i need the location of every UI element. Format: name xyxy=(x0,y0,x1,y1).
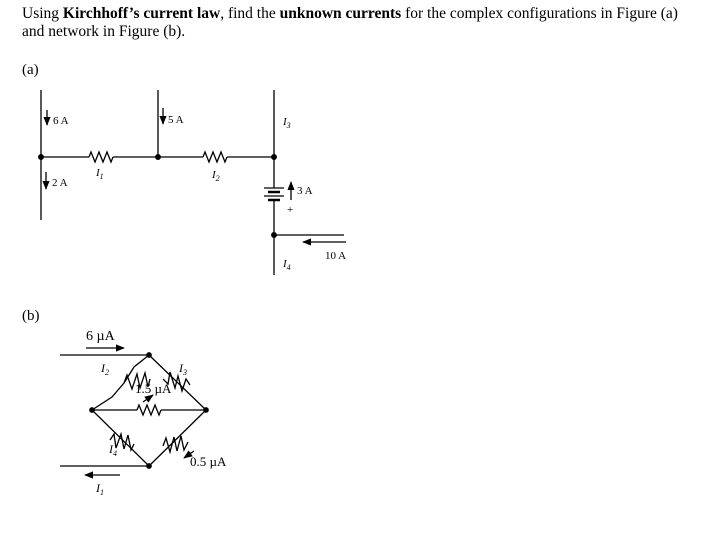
junction-b-left xyxy=(90,408,94,412)
junction-b-top xyxy=(147,353,151,357)
figure-b-labels xyxy=(86,329,227,497)
figure-a-label: (a) xyxy=(22,62,39,78)
label-i2-a: $I_2$ xyxy=(212,169,220,183)
label-b-0-5ua: 0.5 µA xyxy=(190,454,227,469)
junction-b-right xyxy=(204,408,208,412)
problem-bold-unknowns: unknown currents xyxy=(279,5,402,22)
figure-b-label: (b) xyxy=(22,308,40,324)
resistor-r2 xyxy=(203,152,227,162)
figure-a-labels xyxy=(52,114,346,272)
arrow-b-1-5ua xyxy=(143,395,153,402)
problem-bold-kcl: Kirchhoff’s current law xyxy=(62,5,221,22)
label-6a: 6 A xyxy=(53,115,69,127)
figure-a xyxy=(39,90,346,275)
junction-a-middle xyxy=(156,155,161,160)
resistor-r1 xyxy=(89,152,113,162)
label-b-i4: $I_4$ xyxy=(109,442,117,458)
battery-plus-sign: + xyxy=(287,204,294,216)
label-2a: 2 A xyxy=(52,177,68,189)
label-b-i2: $I_2$ xyxy=(101,361,109,377)
junction-b-bottom xyxy=(147,464,151,468)
resistor-b-lower-left xyxy=(110,434,134,450)
label-5a: 5 A xyxy=(168,114,184,126)
label-i3-a: $I_3$ xyxy=(283,116,291,130)
problem-text-1: Using xyxy=(22,5,63,22)
label-b-i3: $I_3$ xyxy=(179,361,187,377)
label-b-6ua: 6 µA xyxy=(86,329,115,344)
resistor-b-middle xyxy=(137,405,161,415)
label-i1-a: $I_1$ xyxy=(96,167,104,181)
battery-symbol xyxy=(264,188,284,200)
label-b-i1: $I_1$ xyxy=(96,481,104,497)
label-3a: 3 A xyxy=(297,185,313,197)
junction-a-right-top xyxy=(272,155,277,160)
label-i4-a: $I_4$ xyxy=(283,258,291,272)
problem-text-3: for the complex configurations in Figure (a) and network in Figure (b). xyxy=(22,5,678,40)
label-10a: 10 A xyxy=(325,250,347,262)
wire-b-lower-left xyxy=(92,410,149,466)
resistor-b-lower-right xyxy=(163,436,188,452)
problem-text-2: , find the xyxy=(220,5,280,22)
label-b-1-5ua: 1.5 µA xyxy=(135,381,172,396)
junction-a-left xyxy=(39,155,44,160)
